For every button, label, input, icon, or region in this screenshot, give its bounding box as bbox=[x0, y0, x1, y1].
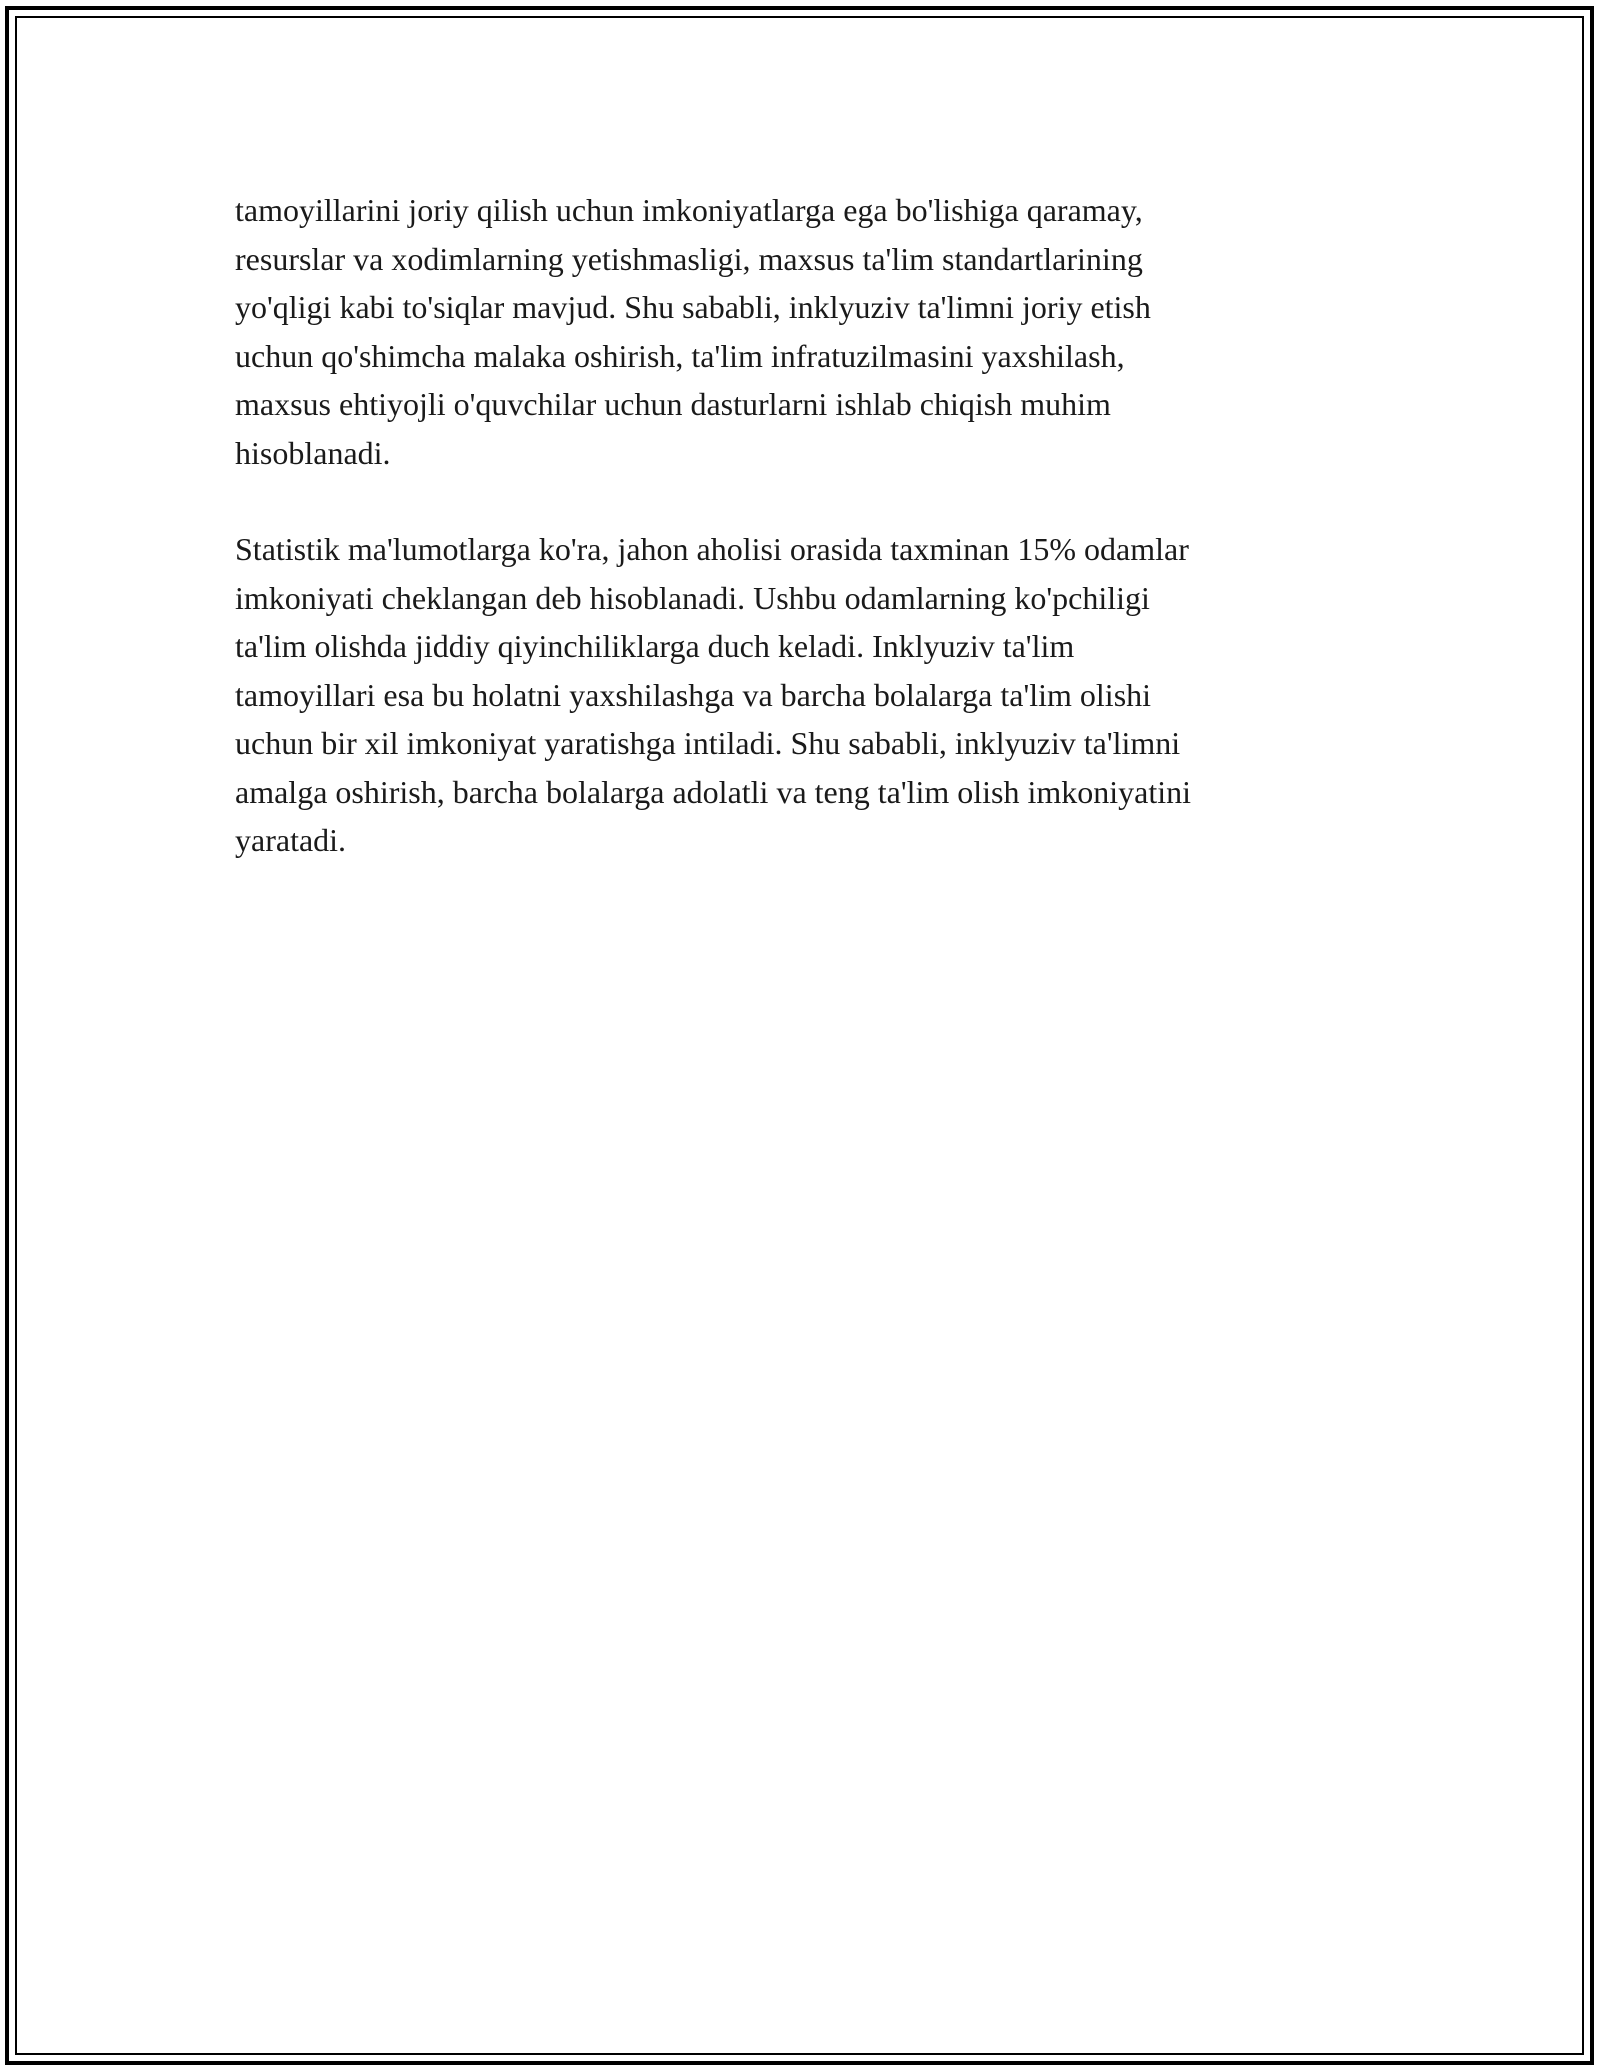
paragraph-line: ta'lim olishda jiddiy qiyinchiliklarga duch keladi. Inklyuziv ta'lim bbox=[235, 628, 1075, 664]
paragraph-line: yaratadi. bbox=[235, 822, 347, 858]
paragraph-line: resurslar va xodimlarning yetishmasligi, maxsus ta'lim standartlarining bbox=[235, 240, 1143, 277]
paragraph-line: yo'qligi kabi to'siqlar mavjud. Shu sababli, inklyuziv ta'limni joriy etish bbox=[235, 289, 1151, 325]
paragraph-line: uchun qo'shimcha malaka oshirish, ta'lim infratuzilmasini yaxshilash, bbox=[235, 337, 1125, 374]
paragraph-line: Statistik ma'lumotlarga ko'ra, jahon aholisi orasida taxminan 15% odamlar bbox=[235, 531, 1189, 567]
paragraph-line: tamoyillari esa bu holatni yaxshilashga va barcha bolalarga ta'lim olishi bbox=[235, 676, 1152, 713]
paragraph-line: uchun bir xil imkoniyat yaratishga intiladi. Shu sababli, inklyuziv ta'limni bbox=[235, 725, 1181, 761]
paragraph-line: amalga oshirish, barcha bolalarga adolatli va teng ta'lim olish imkoniyatini bbox=[235, 773, 1192, 810]
paragraph-2 bbox=[235, 525, 1355, 865]
paragraph-1 bbox=[235, 186, 1355, 477]
paragraph-line: maxsus ehtiyojli o'quvchilar uchun dasturlarni ishlab chiqish muhim bbox=[235, 386, 1111, 422]
document-body bbox=[235, 186, 1355, 865]
paragraph-line: hisoblanadi. bbox=[235, 434, 391, 471]
paragraph-line: tamoyillarini joriy qilish uchun imkoniyatlarga ega bo'lishiga qaramay, bbox=[235, 192, 1143, 228]
paragraph-line: imkoniyati cheklangan deb hisoblanadi. Ushbu odamlarning ko'pchiligi bbox=[235, 579, 1150, 616]
